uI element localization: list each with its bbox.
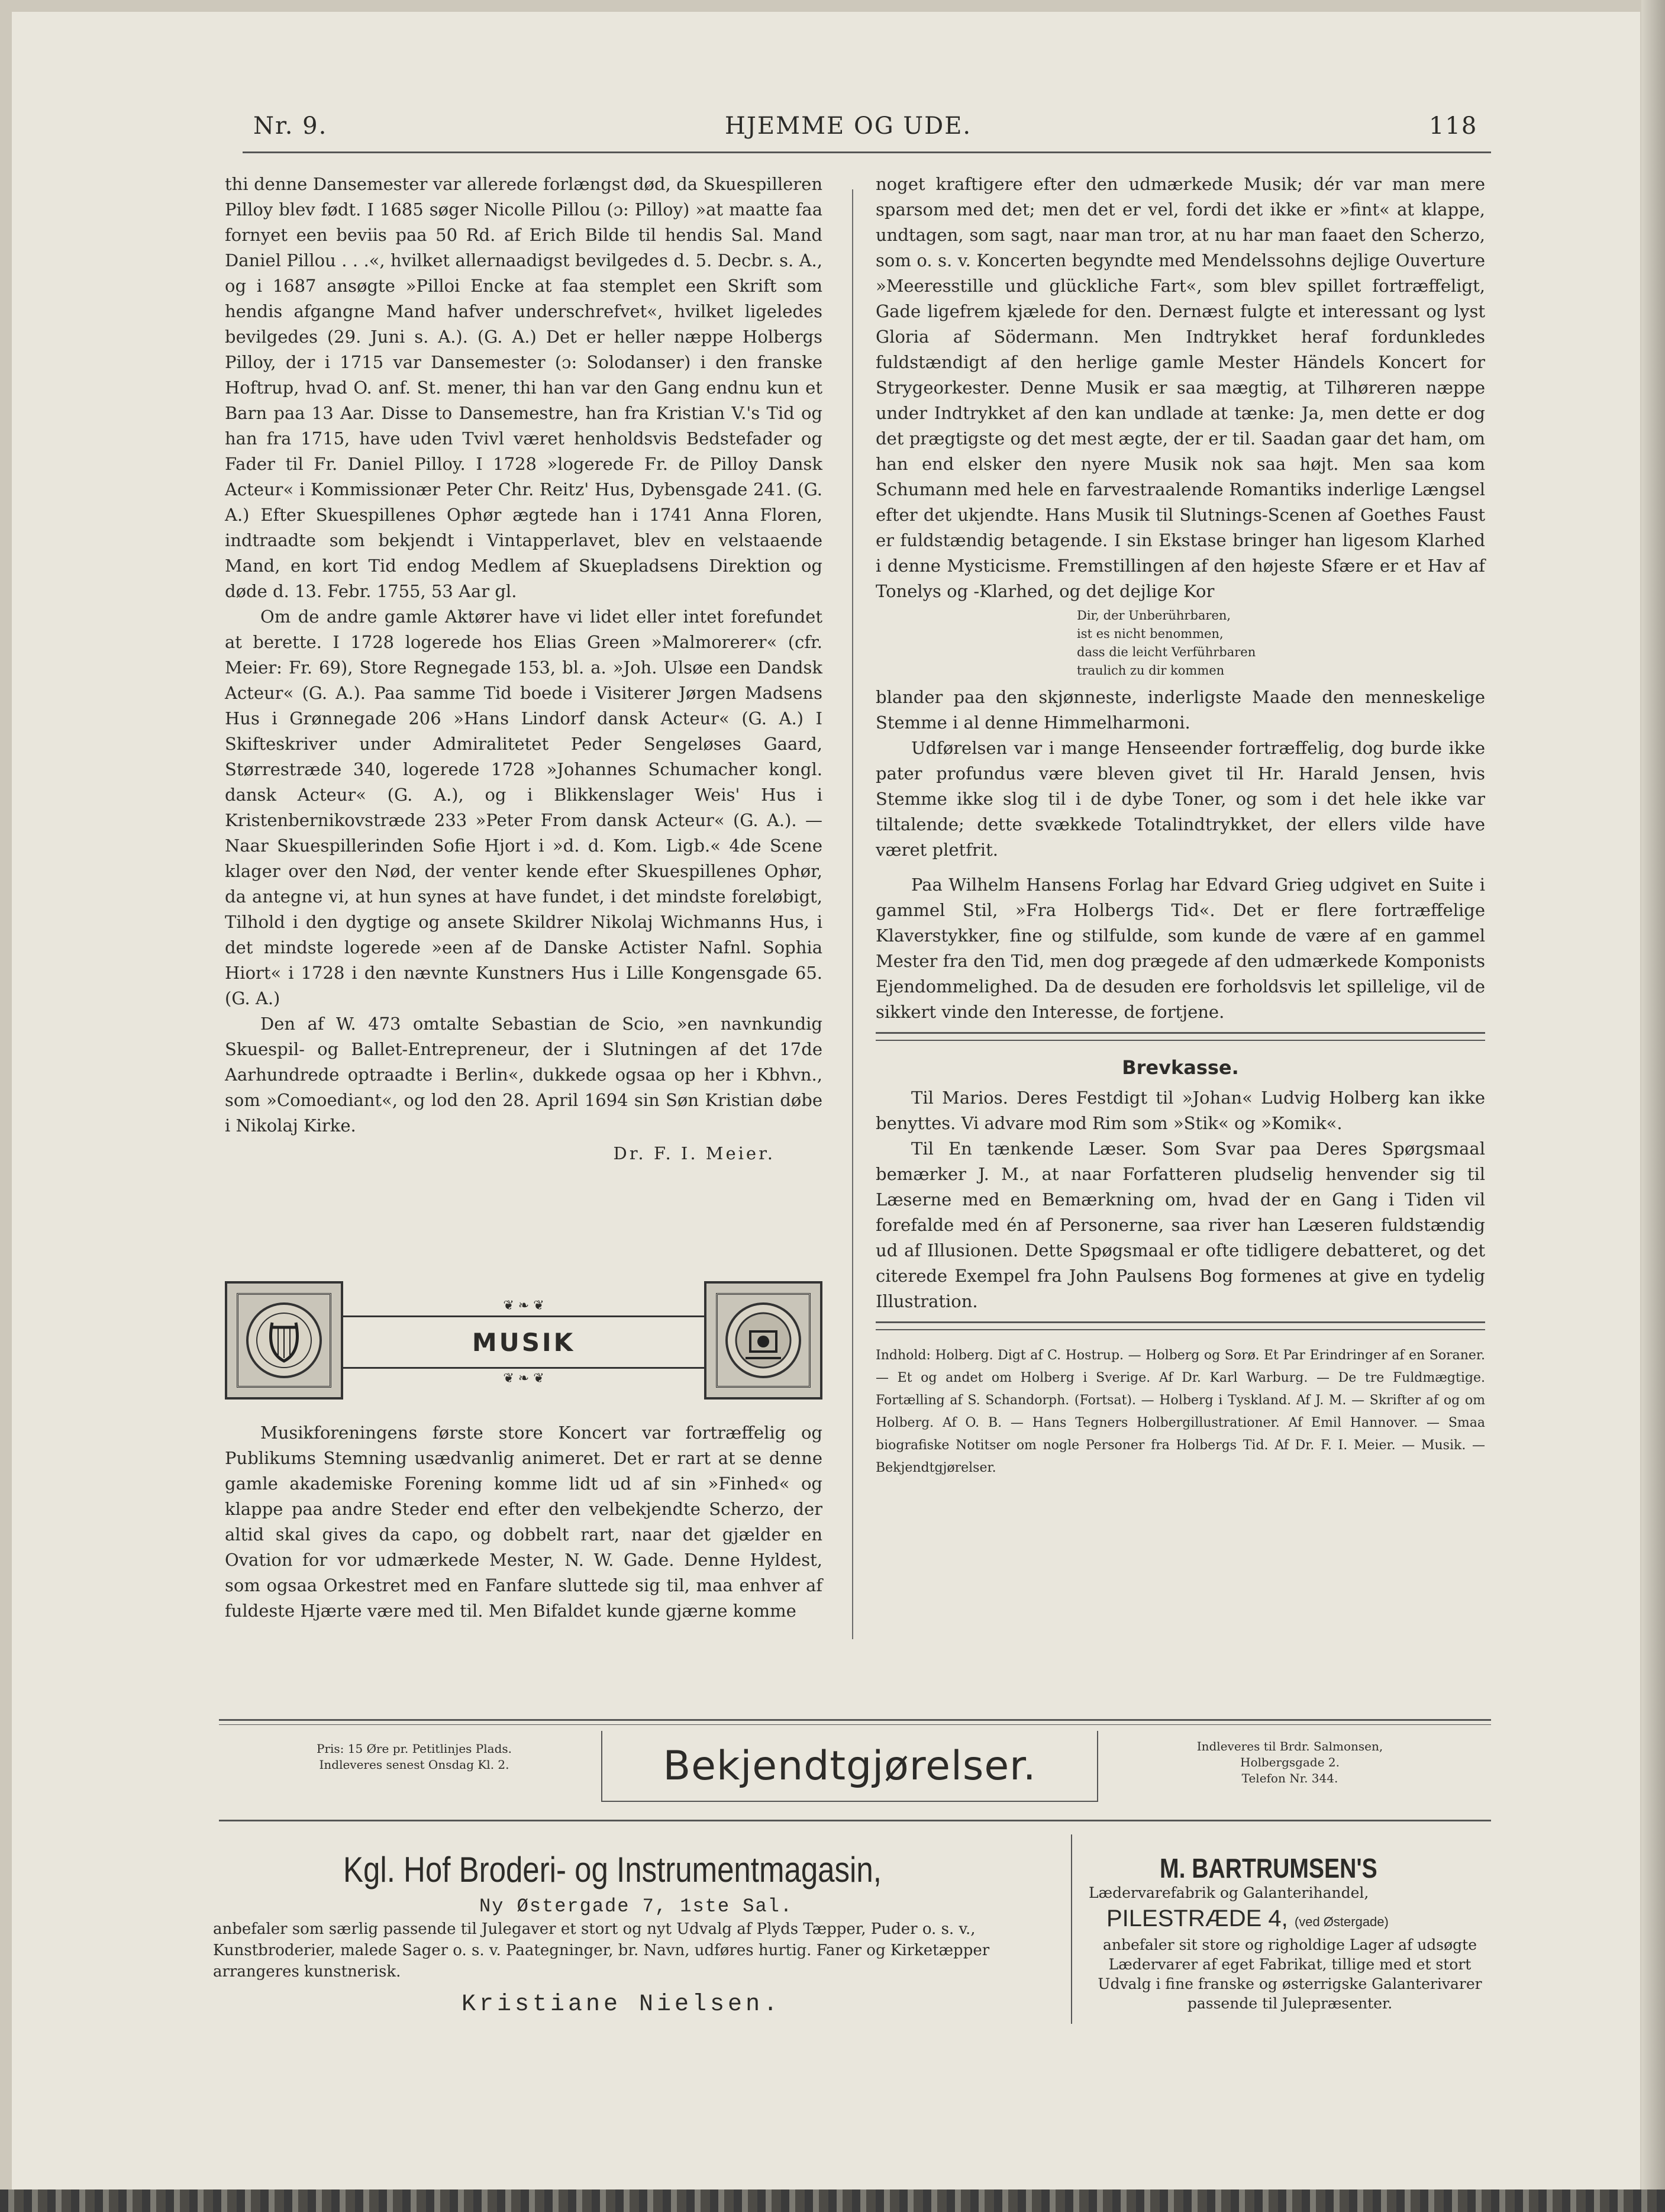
quote-line: ist es nicht benommen,	[1077, 627, 1224, 641]
issue-number: Nr. 9.	[253, 112, 328, 140]
delivery-line: Indleveres til Brdr. Salmonsen,	[1196, 1739, 1383, 1753]
ads-delivery-note	[1124, 1739, 1456, 1787]
quote-line: Dir, der Unberührbaren,	[1077, 608, 1231, 623]
banner-bar	[343, 1298, 704, 1386]
article-paragraph: noget kraftigere efter den udmærkede Musik; dér var man mere sparsom med det; men det er vel, fordi det ikke er »fint« at klappe, undtagen, som sagt, naar man tror, at nu har man faaet den Scherzo, som o. s. v. Koncerten begyndte med Mendelssohns dejlige Ouverture »Meeresstille und glückliche Fart«, som blev spillet fortræffeligt, Gade ligefrem kjælede for den. Dernæst fulgte et interessant og lyst Gloria af Södermann. Men Indtrykket heraf fordunkledes fuldstændigt af den herlige gamle Mester Händels Koncert for Strygeorkester. Denne Musik er saa mægtig, at Tilhøreren næppe under Indtrykket af den kan undlade at tænke: Ja, men dette er dog det prægtigste og det mest ægte, der er til. Saadan gaar det ham, om han end elsker den nyere Musik nok saa højt. Men saa kom Schumann med hele en farvestraalende Romantiks inderlige Længsel efter det ukjendte. Hans Musik til Slutnings-Scenen af Goethes Faust er fuldstændig betagende. I sin Ekstase bringer han ligesom Klarhed i denne Mysticisme. Fremstillingen af den højeste Sfære er et Hav af Tonelys og -Klarhed, og det dejlige Kor	[876, 174, 1485, 601]
header-rule	[243, 151, 1491, 153]
music-article-start	[225, 1420, 822, 1624]
page-binding-edge	[1641, 0, 1665, 2212]
brevkasse-item: Til En tænkende Læser. Som Svar paa Deres Spørgsmaal bemærker J. M., at naar Forfatteren pludselig henvender sig til Læserne med en Bemærkning om, hvad der en Gang i Tiden vil forefalde med én af Personerne, saa river han Læseren fuldstændig ud af Illusionen. Dette Spøgsmaal er ofte tidligere debatteret, og det citerede Exempel fra John Paulsens Bog formenes at give en tydelig Illustration.	[876, 1139, 1485, 1311]
article-paragraph: blander paa den skjønneste, inderligste Maade den menneskelige Stemme i al denne Himmelharmoni.	[876, 687, 1485, 733]
ornament-icon: ❦ ❧ ❦	[503, 1371, 544, 1386]
table-of-contents: Indhold: Holberg. Digt af C. Hostrup. — Holberg og Sorø. Et Par Erindringer af en Soraner. — Et og andet om Holberg i Sverige. Af Dr. Karl Warburg. — De tre Fuldmægtige. Fortælling af S. Schandorph. (Fortsat). — Holberg i Tyskland. Af J. M. — Skrifter af og om Holberg. Af O. B. — Hans Tegners Holbergillustrationer. Af Emil Hannover. — Smaa biografiske Notitser om nogle Personer fra Holbergs Tid. Af Dr. F. I. Meier. — Musik. — Bekjendtgjørelser.	[876, 1348, 1485, 1475]
article-paragraph: Om de andre gamle Aktører have vi lidet eller intet forefundet at berette. I 1728 logerede hos Elias Green »Malmorerer« (cfr. Meier: Fr. 69), Store Regnegade 153, bl. a. »Joh. Ulsøe een Dandsk Acteur« (G. A.). Paa samme Tid boede i Visiterer Jørgen Madsens Hus i Grønnegade 206 »Hans Lindorf dansk Acteur« (G. A.) I Skifteskriver under Admiralitetet Peder Sengeløses Gaard, Størrestræde 340, logerede 1728 »Johannes Schumacher kongl. dansk Acteur« (G. A.), og i Blikkenslager Weis' Hus i Kristenbernikovstræde 233 »Peter From dansk Acteur« (G. A.). — Naar Skuespillerinden Sofie Hjort i »d. d. Kom. Ligb.« 4de Scene klager over den Nød, der venter kende efter Skuespillenes Ophør, da antegne vi, at hun synes at have fundet, i det mindste foreløbigt, Tilhold i den dygtige og ansete Skildrer Nikolaj Wichmanns Hus, i det mindste logerede »een af de Danske Actister Nafnl. Sophia Hiort« i 1728 i den nævnte Kunstners Hus i Lille Kongensgade 65. (G. A.)	[225, 607, 822, 1008]
ornament-icon: ❦ ❧ ❦	[503, 1298, 544, 1313]
running-title: HJEMME OG UDE.	[725, 112, 972, 140]
ad-hof-address: Ny Østergade 7, 1ste Sal.	[479, 1895, 793, 1917]
left-article	[225, 172, 822, 1166]
price-line: Indleveres senest Onsdag Kl. 2.	[319, 1758, 509, 1772]
column-divider	[852, 189, 853, 1639]
article-paragraph: Paa Wilhelm Hansens Forlag har Edvard Grieg udgivet en Suite i gammel Stil, »Fra Holbergs Tid«. Det er flere fortræffelige Klaverstykker, fine og stilfulde, som kunde de være af en gammel Mester fra den Tid, men dog prægede af den udmærkede Komponists Ejendommelighed. Da de desuden ere forholdsvis let spillelige, vil de sikkert vinde den Interesse, de fortjene.	[876, 875, 1485, 1022]
ad-bartrumsen-text: anbefaler sit store og righoldige Lager af udsøgte Lædervarer af eget Fabrikat, tillige med et stort Udvalg i fine franske og østerrigske Galanterivarer passende til Julepræsenter.	[1098, 1936, 1482, 2012]
street-name: PILESTRÆDE 4,	[1106, 1905, 1288, 1932]
ads-title-box	[601, 1731, 1098, 1802]
article-paragraph: Udførelsen var i mange Henseender fortræffelig, dog burde ikke pater profundus være bleven givet til Hr. Harald Jensen, hvis Stemme ikke slog til i de dybe Toner, og som i det hele ikke var tiltalende; dette svækkede Totalindtrykket, der ellers vilde have været pletfrit.	[876, 738, 1485, 860]
ads-divider	[1071, 1834, 1072, 2024]
delivery-line: Telefon Nr. 344.	[1241, 1771, 1338, 1785]
ad-bartrumsen-street	[1106, 1905, 1389, 1932]
ad-bartrumsen-title: M. BARTRUMSEN'S	[1160, 1853, 1377, 1884]
section-title: MUSIK	[460, 1328, 587, 1357]
poem-quote	[1077, 607, 1485, 680]
brevkasse-item: Til Marios. Deres Festdigt til »Johan« Ludvig Holberg kan ikke benyttes. Vi advare mod Rim som »Stik« og »Komik«.	[876, 1088, 1485, 1133]
page-number: 118	[1429, 112, 1478, 140]
page-bottom-strip	[0, 2190, 1665, 2212]
article-paragraph: thi denne Dansemester var allerede forlængst død, da Skuespilleren Pilloy blev født. I 1685 søger Nicolle Pillou (ɔ: Pilloy) »at maatte faa fornyet een beviis paa 50 Rd. af Erich Bilde til hendis Sal. Mand Daniel Pillou . . .«, hvilket allernaadigst bevilgedes d. 5. Decbr. s. A., og i 1687 ansøgte »Pilloi Encke at faa stemplet een Skrift som hendis afgangne Mand hafver underschrefvet«, hvilket ligeledes bevilgedes (29. Juni s. A.). (G. A.) Det er heller næppe Holbergs Pilloy, der i 1715 var Dansemester (ɔ: Solodanser) i den franske Hoftrup, hvad O. anf. St. mener, thi han var den Gang endnu kun et Barn paa 13 Aar. Disse to Dansemestre, han fra Kristian V.'s Tid og han fra 1715, have uden Tvivl været henholdsvis Bedstefader og Fader til Fr. Daniel Pilloy. I 1728 »logerede Fr. de Pilloy Dansk Acteur« i Kommissionær Peter Chr. Reitz' Hus, Dybensgade 241. (G. A.) Efter Skuespillenes Ophør ægtede han i 1741 Anna Floren, indtraadte som bekjendt i Vintapperlavet, blev en velstaaende Mand, en kort Tid endog Medlem af Skuepladsens Direktion og døde d. 13. Febr. 1755, 53 Aar gl.	[225, 174, 822, 601]
delivery-line: Holbergsgade 2.	[1240, 1755, 1340, 1769]
ad-bartrumsen-subtitle: Lædervarefabrik og Galanterihandel,	[1089, 1884, 1369, 1901]
ads-title: Bekjendtgjørelser.	[663, 1742, 1037, 1789]
ad-hof-text: anbefaler som særlig passende til Julegaver et stort og nyt Udvalg af Plyds Tæpper, Puder o. s. v., Kunstbroderier, malede Sager o. s. v. Paategninger, br. Navn, udføres hurtig. Faner og Kirketæpper arrangeres kunstnerisk.	[213, 1920, 990, 1981]
musik-banner	[225, 1281, 822, 1400]
section-rule	[876, 1032, 1485, 1041]
newspaper-page	[12, 12, 1640, 2195]
street-note: (ved Østergade)	[1294, 1914, 1389, 1929]
ad-hof-signature: Kristiane Nielsen.	[462, 1991, 782, 2018]
quote-line: traulich zu dir kommen	[1077, 663, 1225, 678]
ad-hof-title: Kgl. Hof Broderi- og Instrumentmagasin,	[343, 1850, 882, 1889]
price-line: Pris: 15 Øre pr. Petitlinjes Plads.	[316, 1742, 512, 1756]
quote-line: dass die leicht Verführbaren	[1077, 645, 1256, 659]
right-article	[876, 172, 1485, 1479]
ads-header-rule	[219, 1820, 1491, 1821]
author-signature: Dr. F. I. Meier.	[613, 1143, 775, 1163]
ads-price-note	[249, 1741, 580, 1773]
music-medallion-icon	[704, 1281, 822, 1400]
article-paragraph: Musikforeningens første store Koncert var fortræffelig og Publikums Stemning usædvanlig animeret. Det er rart at se denne gamle akademiske Forening komme lidt ud af sin »Finhed« og klappe paa andre Steder end efter den velbekjendte Scherzo, der altid skal gives da capo, og dobbelt rart, naar det gjælder en Ovation for vor udmærkede Mester, N. W. Gade. Denne Hyldest, som ogsaa Orkestret med en Fanfare sluttede sig til, maa enhver af fuldeste Hjærte være med til. Men Bifaldet kunde gjærne komme	[225, 1423, 822, 1621]
article-paragraph: Den af W. 473 omtalte Sebastian de Scio, »en navnkundig Skuespil- og Ballet-Entrepreneur, der i Slutningen af det 17de Aarhundrede optraadte i Berlin«, dukkede ogsaa op her i Kbhvn., som »Comoediant«, og lod den 28. April 1694 sin Søn Kristian døbe i Nikolaj Kirke.	[225, 1014, 822, 1136]
lyre-medallion-icon	[225, 1281, 343, 1400]
ads-top-rule	[219, 1719, 1491, 1725]
section-rule	[876, 1321, 1485, 1330]
brevkasse-heading: Brevkasse.	[1122, 1056, 1239, 1079]
